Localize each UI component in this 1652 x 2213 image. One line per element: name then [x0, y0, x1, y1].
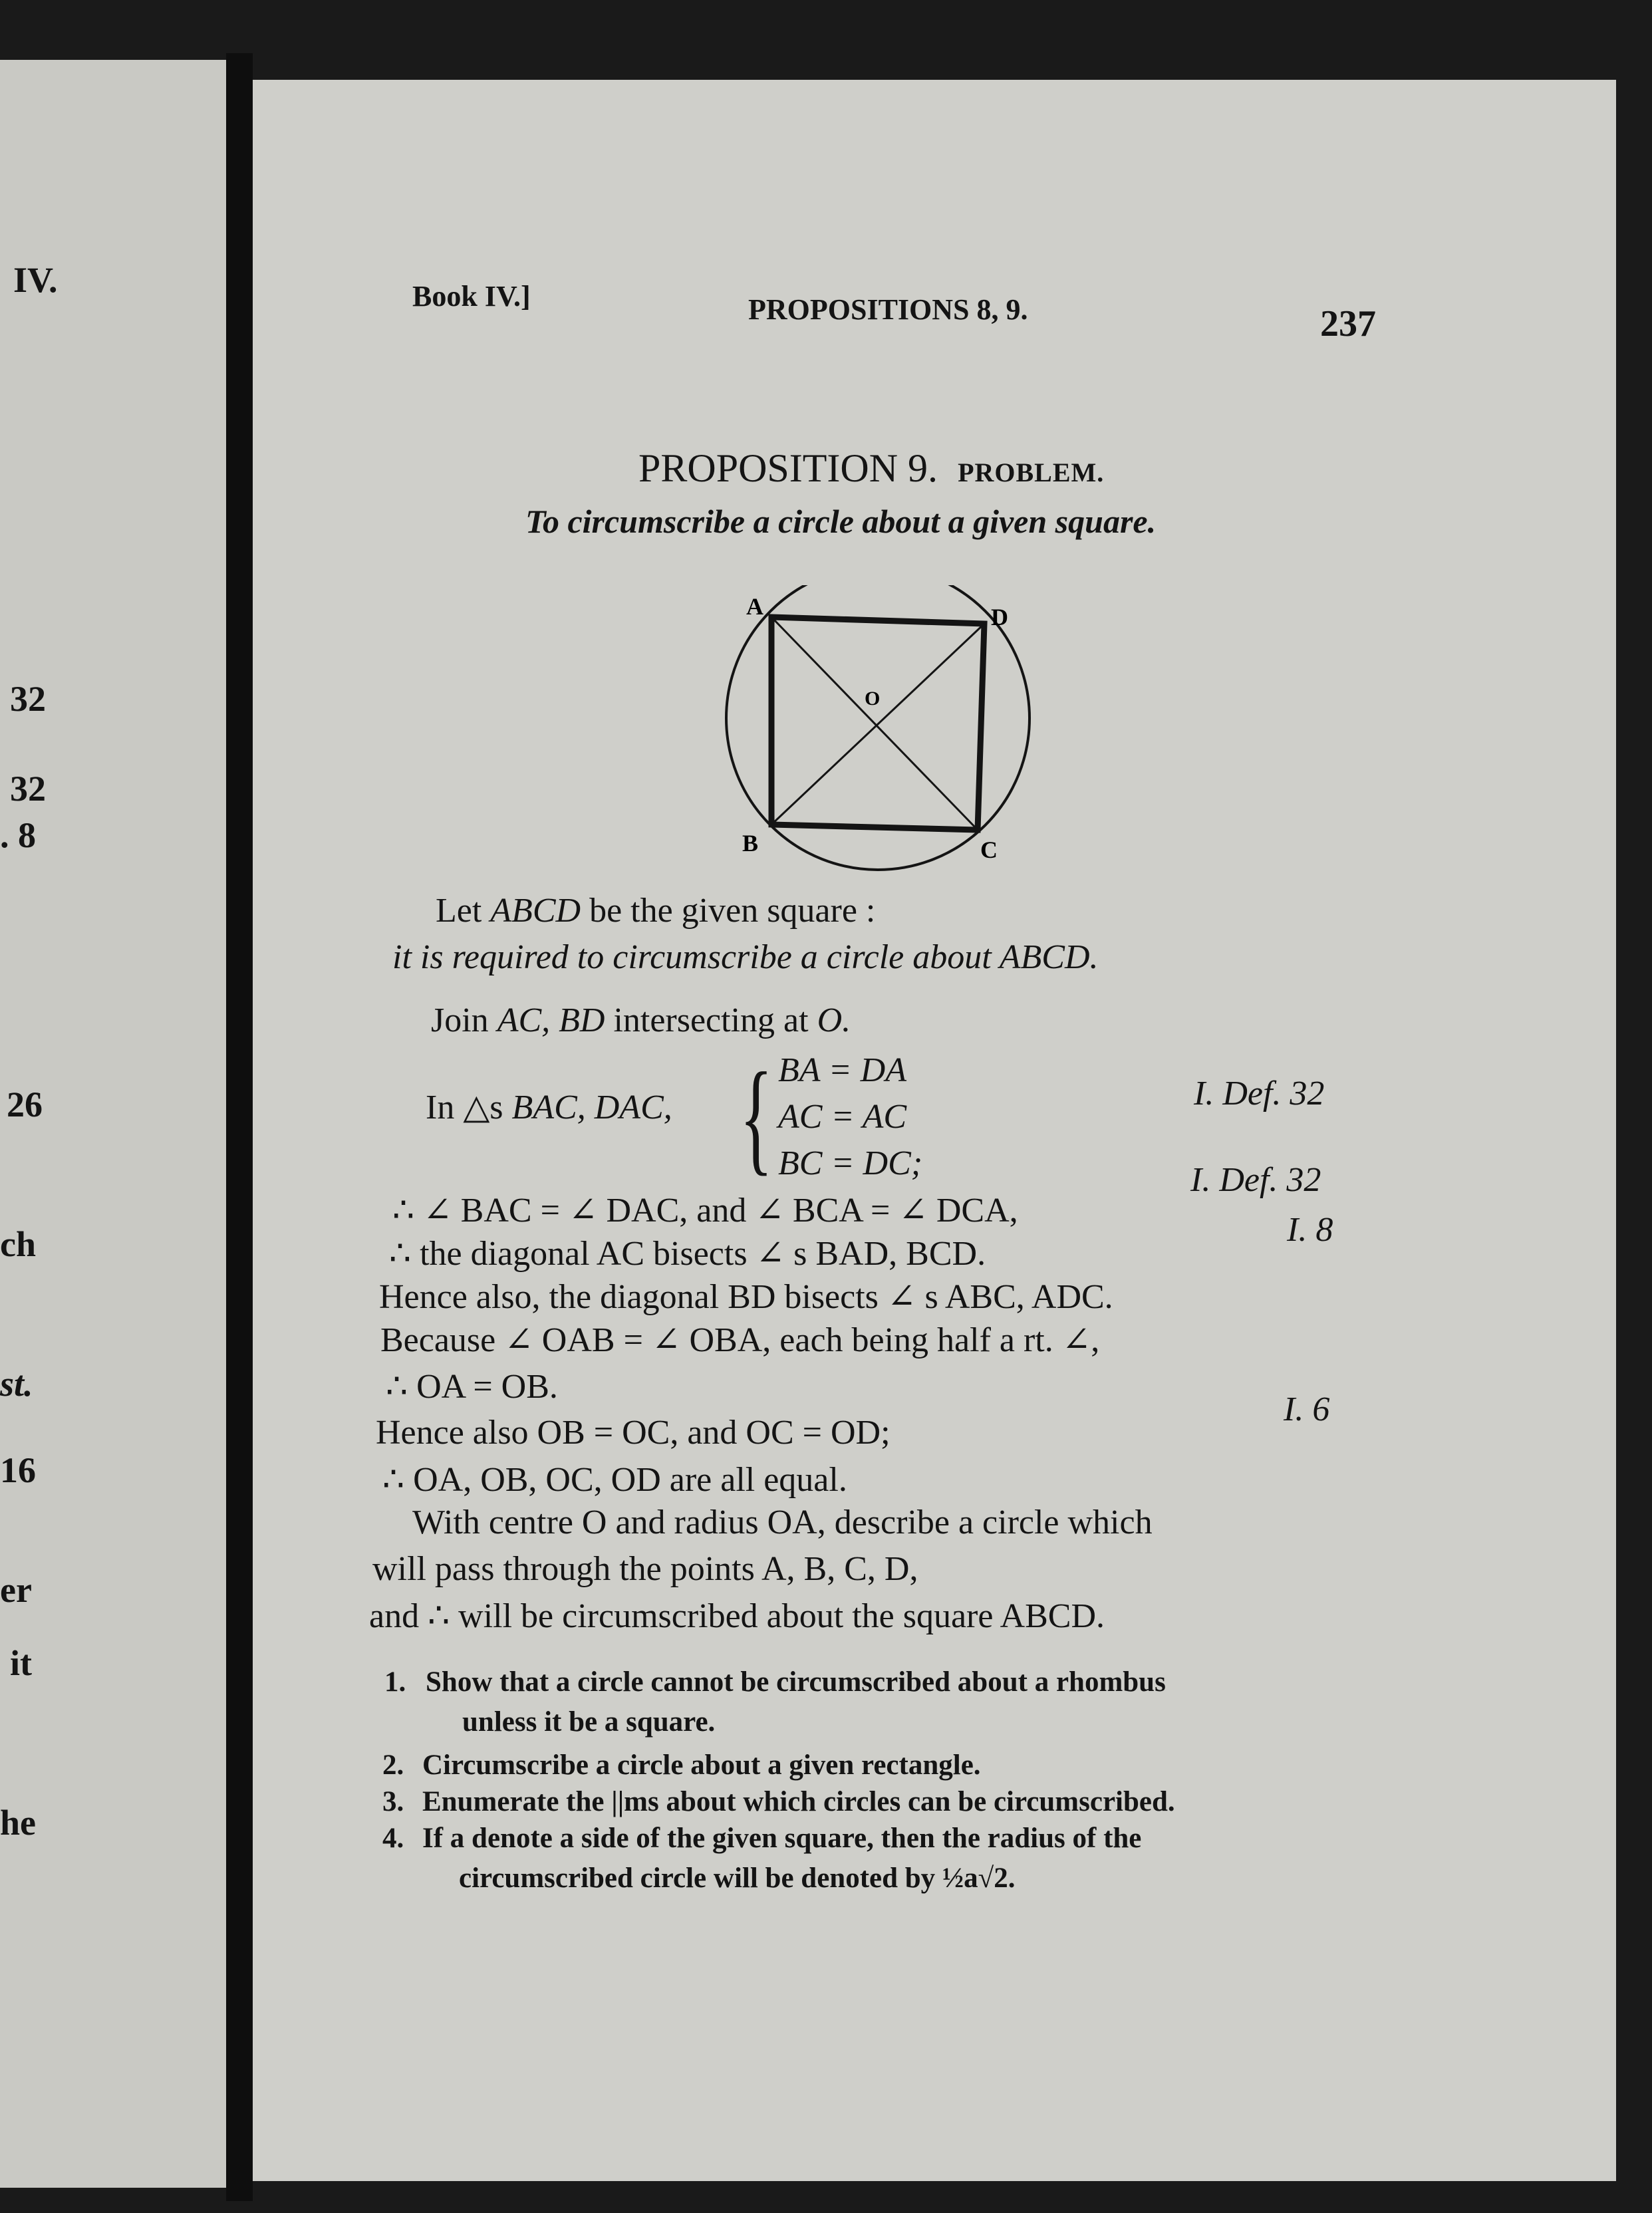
- brace-line-3: BC = DC;: [778, 1144, 923, 1182]
- left-margin-fragment: he: [0, 1803, 36, 1843]
- exercise-4-line-2: circumscribed circle will be denoted by ½a√2.: [459, 1863, 1016, 1894]
- exercise-1-line-1: Show that a circle cannot be circumscribed about a rhombus: [426, 1666, 1166, 1698]
- exercise-4-line-1: If a denote a side of the given square, then the radius of the: [422, 1823, 1142, 1854]
- line-all-equal: ∴ OA, OB, OC, OD are all equal.: [382, 1461, 847, 1499]
- ref-def-32-b: I. Def. 32: [1190, 1161, 1321, 1199]
- line-pass-through: will pass through the points A, B, C, D,: [372, 1550, 918, 1588]
- exercise-2-number: 2.: [382, 1750, 404, 1781]
- line-let: Let ABCD be the given square :: [436, 892, 876, 930]
- exercise-3-line-1: Enumerate the ||ms about which circles can be circumscribed.: [422, 1786, 1175, 1817]
- exercise-1-line-2: unless it be a square.: [462, 1706, 716, 1738]
- ref-i-8: I. 8: [1287, 1211, 1333, 1249]
- book-gutter: [226, 53, 253, 2201]
- line-oa-ob: ∴ OA = OB.: [386, 1368, 558, 1406]
- line-angles-equal: ∴ ∠ BAC = ∠ DAC, and ∠ BCA = ∠ DCA,: [392, 1192, 1018, 1230]
- ref-i-6: I. 6: [1284, 1390, 1330, 1428]
- book-label: Book IV.]: [412, 280, 531, 313]
- brace-line-2: AC = AC: [778, 1098, 907, 1136]
- label-b: B: [742, 830, 759, 856]
- left-margin-fragment: 32: [10, 769, 46, 809]
- line-because: Because ∠ OAB = ∠ OBA, each being half a rt. ∠,: [380, 1321, 1100, 1359]
- left-margin-fragment: 16: [0, 1450, 36, 1490]
- label-a: A: [746, 593, 763, 620]
- line-circumscribed: and ∴ will be circumscribed about the square ABCD.: [369, 1597, 1105, 1635]
- line-required: it is required to circumscribe a circle about ABCD.: [392, 938, 1099, 976]
- diagonal-bd: [771, 624, 984, 825]
- left-margin-fragment: . 8: [0, 815, 36, 855]
- diagonal-ac: [771, 617, 978, 830]
- exercise-3-number: 3.: [382, 1786, 404, 1817]
- left-margin-fragment: 32: [10, 679, 46, 719]
- running-title: PROPOSITIONS 8, 9.: [748, 293, 1028, 326]
- curly-brace: {: [740, 1047, 773, 1187]
- line-with-centre: With centre O and radius OA, describe a circle which: [412, 1503, 1153, 1541]
- enunciation: To circumscribe a circle about a given square.: [525, 503, 1157, 540]
- exercise-1-number: 1.: [384, 1666, 406, 1698]
- exercise-2-line-1: Circumscribe a circle about a given rectangle.: [422, 1750, 981, 1781]
- square-circle-figure: [712, 585, 1057, 878]
- label-d: D: [991, 604, 1008, 630]
- left-margin-fragment: it: [10, 1643, 32, 1683]
- left-margin-fragment: IV.: [13, 260, 58, 300]
- line-in-triangles: In △s BAC, DAC,: [426, 1089, 672, 1126]
- left-margin-fragment: ch: [0, 1224, 36, 1264]
- brace-line-1: BA = DA: [778, 1051, 906, 1089]
- line-diagonal-ac: ∴ the diagonal AC bisects ∠ s BAD, BCD.: [389, 1235, 986, 1273]
- line-join: Join AC, BD intersecting at O.: [431, 1001, 851, 1039]
- ref-def-32-a: I. Def. 32: [1194, 1075, 1325, 1112]
- left-margin-fragment: st.: [0, 1364, 33, 1404]
- proposition-kind: PROBLEM.: [958, 457, 1105, 487]
- line-hence-ob-oc: Hence also OB = OC, and OC = OD;: [376, 1414, 891, 1452]
- proposition-title: PROPOSITION 9. PROBLEM.: [638, 446, 1105, 490]
- page-number: 237: [1320, 303, 1376, 344]
- line-diagonal-bd: Hence also, the diagonal BD bisects ∠ s ABC, ADC.: [379, 1278, 1113, 1316]
- label-o: O: [865, 688, 881, 710]
- left-margin-fragment: er: [0, 1570, 32, 1610]
- left-margin-fragment: 26: [7, 1085, 43, 1124]
- exercise-4-number: 4.: [382, 1823, 404, 1854]
- label-c: C: [980, 837, 998, 863]
